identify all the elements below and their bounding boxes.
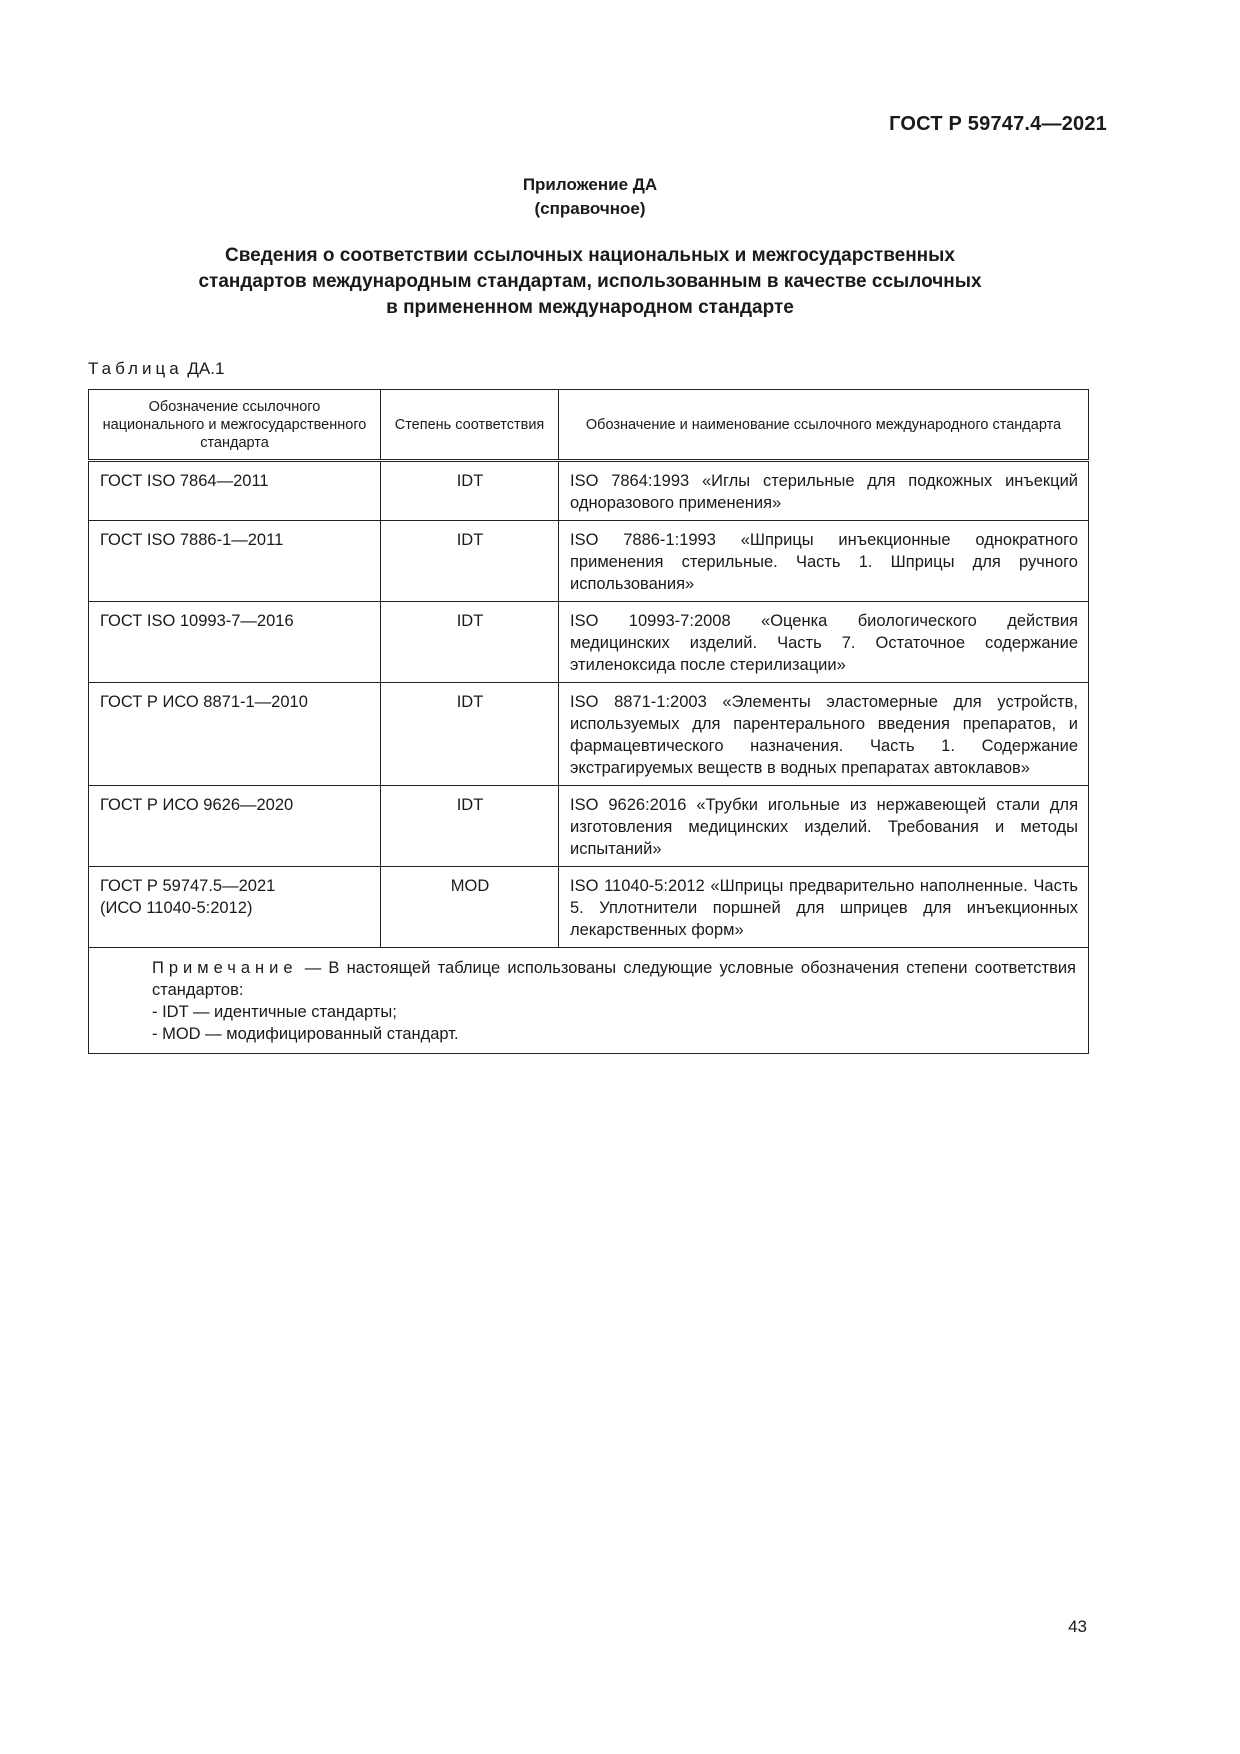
column-header-international: Обозначение и наименование ссылочного международного стандарта bbox=[559, 390, 1089, 461]
international-standard-cell: ISO 9626:2016 «Трубки игольные из нержавеющей стали для изготовления медицинских изделий. Требования и методы испытаний» bbox=[559, 786, 1089, 867]
column-header-national: Обозначение ссылочного национального и межгосударственного стандарта bbox=[89, 390, 381, 461]
national-standard-cell: ГОСТ Р ИСО 9626—2020 bbox=[89, 786, 381, 867]
national-standard-cell: ГОСТ ISO 10993-7—2016 bbox=[89, 602, 381, 683]
degree-cell: IDT bbox=[381, 786, 559, 867]
table-note-row bbox=[89, 948, 1089, 1054]
table-row bbox=[89, 786, 1089, 867]
appendix-title: Приложение ДА bbox=[522, 175, 658, 194]
national-standard-iso-ref: (ИСО 11040-5:2012) bbox=[100, 899, 253, 917]
note-label: Примечание bbox=[152, 959, 298, 977]
degree-cell: IDT bbox=[381, 602, 559, 683]
appendix-subtitle: (справочное) bbox=[534, 199, 646, 218]
table-header-row bbox=[89, 390, 1089, 461]
table-row bbox=[89, 461, 1089, 521]
table-row bbox=[89, 521, 1089, 602]
national-standard-code: ГОСТ Р 59747.5—2021 bbox=[100, 877, 276, 895]
note-text: — В настоящей таблице использованы следующие условные обозначения степени соответствия стандартов: bbox=[152, 959, 1076, 999]
page-number: 43 bbox=[1068, 1617, 1087, 1636]
table-caption-number: ДА.1 bbox=[187, 359, 225, 378]
international-standard-cell: ISO 11040-5:2012 «Шприцы предварительно наполненные. Часть 5. Уплотнители поршней для шприцев для инъекционных лекарственных форм» bbox=[559, 867, 1089, 948]
heading-line: Сведения о соответствии ссылочных национальных и межгосударственных bbox=[225, 245, 955, 266]
degree-cell: MOD bbox=[381, 867, 559, 948]
section-heading bbox=[120, 243, 1060, 321]
degree-cell: IDT bbox=[381, 521, 559, 602]
note-paragraph bbox=[100, 957, 1076, 1001]
national-standard-cell: ГОСТ ISO 7886-1—2011 bbox=[89, 521, 381, 602]
table-row bbox=[89, 602, 1089, 683]
heading-line: стандартов международным стандартам, использованным в качестве ссылочных bbox=[198, 271, 982, 292]
column-header-degree: Степень соответствия bbox=[381, 390, 559, 461]
national-standard-cell: ГОСТ Р ИСО 8871-1—2010 bbox=[89, 683, 381, 786]
document-code: ГОСТ Р 59747.4—2021 bbox=[889, 113, 1107, 135]
table-row bbox=[89, 683, 1089, 786]
table-note bbox=[89, 948, 1089, 1054]
international-standard-cell: ISO 7886-1:1993 «Шприцы инъекционные однократного применения стерильные. Часть 1. Шприцы для ручного использования» bbox=[559, 521, 1089, 602]
international-standard-cell: ISO 10993-7:2008 «Оценка биологического действия медицинских изделий. Часть 7. Остаточное содержание этиленоксида после стерилизации» bbox=[559, 602, 1089, 683]
heading-line: в примененном международном стандарте bbox=[386, 297, 794, 318]
national-standard-cell: ГОСТ ISO 7864—2011 bbox=[89, 461, 381, 521]
table-caption bbox=[88, 359, 224, 379]
degree-cell: IDT bbox=[381, 461, 559, 521]
note-item: - MOD — модифицированный стандарт. bbox=[152, 1025, 459, 1043]
international-standard-cell: ISO 7864:1993 «Иглы стерильные для подкожных инъекций одноразового применения» bbox=[559, 461, 1089, 521]
appendix-heading bbox=[0, 173, 1180, 221]
degree-cell: IDT bbox=[381, 683, 559, 786]
international-standard-cell: ISO 8871-1:2003 «Элементы эластомерные для устройств, используемых для парентерального введения препаратов, и фармацевтического назначения. Часть 1. Содержание экстрагируемых веществ в водных препаратах автоклавов» bbox=[559, 683, 1089, 786]
table-caption-word: Таблица bbox=[88, 359, 183, 378]
table-row bbox=[89, 867, 1089, 948]
national-standard-cell bbox=[89, 867, 381, 948]
note-item: - IDT — идентичные стандарты; bbox=[152, 1003, 397, 1021]
standards-table bbox=[88, 389, 1089, 1054]
